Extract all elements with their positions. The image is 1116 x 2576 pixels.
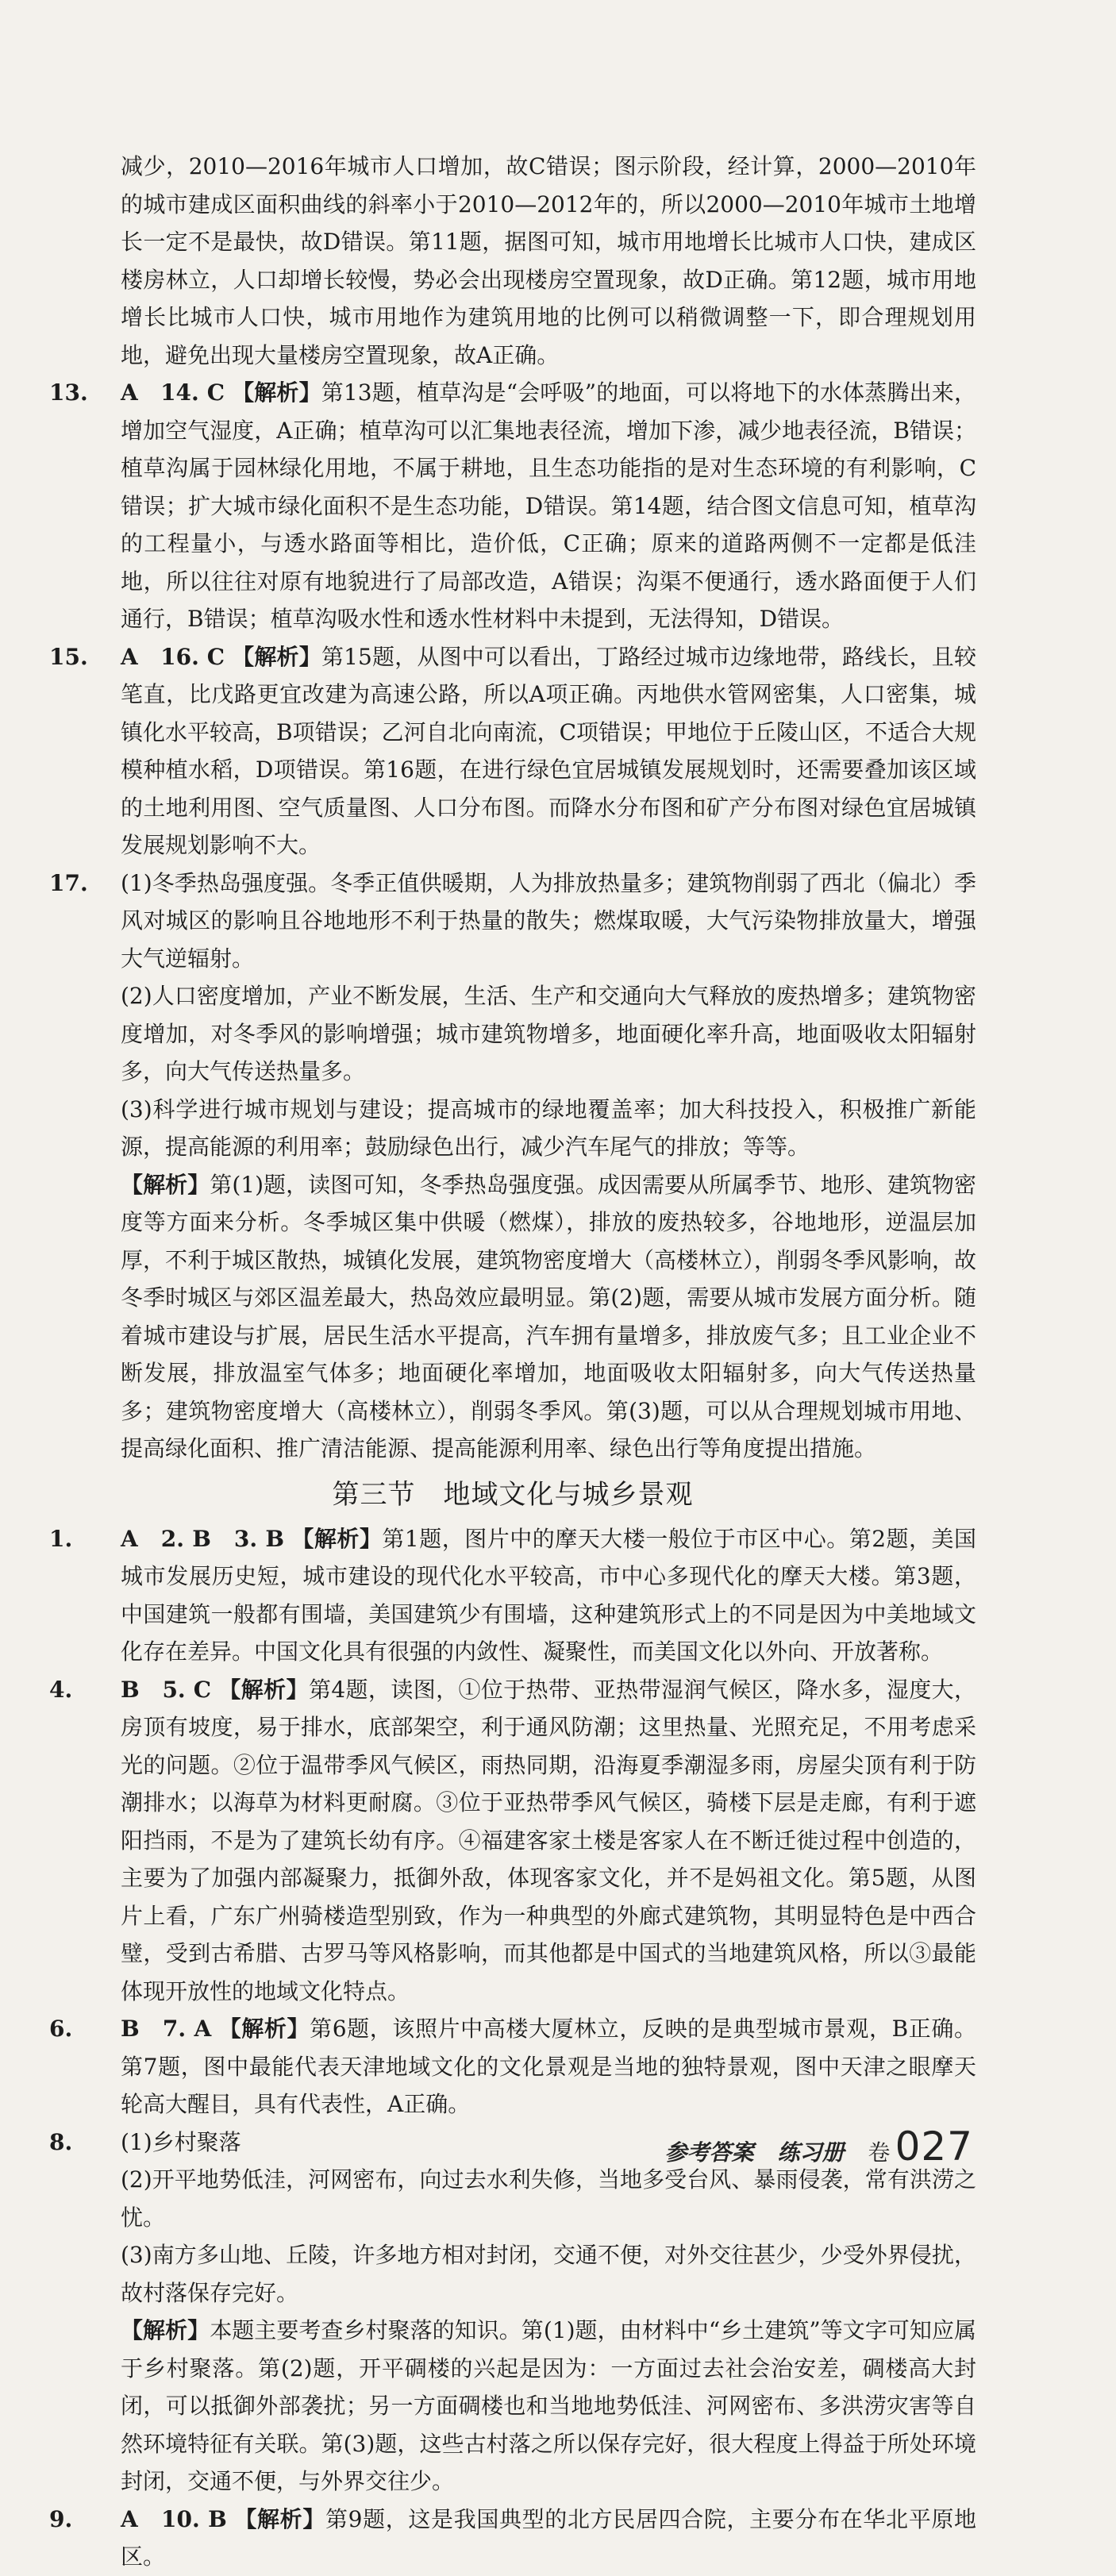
answer-part-3: (3)科学进行城市规划与建设；提高城市的绿地覆盖率；加大科技投入，积极推广新能源，提高能源的利用率；鼓励绿色出行，减少汽车尾气的排放；等等。 — [121, 1095, 976, 1160]
answer-item-9 — [49, 2501, 976, 2576]
answer-key: A 16. C — [121, 643, 225, 670]
answer-part-3: (3)南方多山地、丘陵，许多地方相对封闭，交通不便，对外交往甚少，少受外界侵扰，故村落保存完好。 — [121, 2242, 976, 2306]
answer-item-13 — [49, 374, 976, 638]
answer-item-4 — [49, 1671, 976, 2011]
answer-item-8 — [49, 2124, 976, 2501]
analysis-text: 第1题，图片中的摩天大楼一般位于市区中心。第2题，美国城市发展历史短，城市建设的现代化水平较高，市中心多现代化的摩天大楼。第3题，中国建筑一般都有围墙，美国建筑少有围墙，这种建筑形式上的不同是因为中美地域文化存在差异。中国文化具有很强的内敛性、凝聚性，而美国文化以外向、开放著称。 — [121, 1525, 976, 1665]
answer-item-6 — [49, 2010, 976, 2124]
analysis-text: 第(1)题，读图可知，冬季热岛强度强。成因需要从所属季节、地形、建筑物密度等方面来分析。冬季城区集中供暖（燃煤），排放的废热较多，谷地地形，逆温层加厚，不利于城区散热，城镇化发展，建筑物密度增大（高楼林立），削弱冬季风影响，故冬季时城区与郊区温差最大，热岛效应最明显。第(2)题，需要从城市发展方面分析。随着城市建设与扩展，居民生活水平提高，汽车拥有量增多，排放废气多；且工业企业不断发展，排放温室气体多；地面硬化率增加，地面吸收太阳辐射多，向大气传送热量多；建筑物密度增大（高楼林立），削弱冬季风。第(3)题，可以从合理规划城市用地、提高绿化面积、推广清洁能源、提高能源利用率、绿色出行等角度提出措施。 — [121, 1171, 977, 1461]
item-number: 6. — [49, 2016, 73, 2042]
answer-key: A 10. B — [121, 2505, 227, 2532]
item-number: 13. — [49, 379, 88, 406]
item-number: 17. — [49, 869, 88, 896]
analysis-text: 第15题，从图中可以看出，丁路经过城市边缘地带，路线长，且较笔直，比戊路更宜改建为高速公路，所以A项正确。丙地供水管网密集，人口密集，城镇化水平较高，B项错误；乙河自北向南流，C项错误；甲地位于丘陵山区，不适合大规模种植水稻，D项错误。第16题，在进行绿色宜居城镇发展规划时，还需要叠加该区域的土地利用图、空气质量图、人口分布图。而降水分布图和矿产分布图对绿色宜居城镇发展规划影响不大。 — [121, 643, 977, 858]
section-title: 第三节 地域文化与城乡景观 — [332, 1478, 694, 1511]
analysis-text: 第6题，该照片中高楼大厦林立，反映的是典型城市景观，B正确。第7题，图中最能代表天津地域文化的文化景观是当地的独特景观，图中天津之眼摩天轮高大醒目，具有代表性，A正确。 — [121, 2016, 976, 2117]
analysis-text: 第4题，读图，①位于热带、亚热带湿润气候区，降水多，湿度大，房顶有坡度，易于排水，底部架空，利于通风防潮；这里热量、光照充足，不用考虑采光的问题。②位于温带季风气候区，雨热同期，沿海夏季潮湿多雨，房屋尖顶有利于防潮排水；以海草为材料更耐腐。③位于亚热带季风气候区，骑楼下层是走廊，有利于遮阳挡雨，不是为了建筑长幼有序。④福建客家土楼是客家人在不断迁徙过程中创造的，主要为了加强内部凝聚力，抵御外敌，体现客家文化，并不是妈祖文化。第5题，从图片上看，广东广州骑楼造型别致，作为一种典型的外廊式建筑物，其明显特色是中西合璧，受到古希腊、古罗马等风格影响，而其他都是中国式的当地建筑风格，所以③最能体现开放性的地域文化特点。 — [121, 1676, 976, 2004]
analysis-text: 第9题，这是我国典型的北方民居四合院，主要分布在华北平原地区。 — [121, 2505, 976, 2570]
answer-item-17 — [49, 864, 976, 1468]
footer-book: 练习册 — [777, 2139, 845, 2166]
analysis-tag: 【解析】 — [234, 2505, 325, 2532]
answer-item-1 — [49, 1520, 976, 1671]
footer-volume: 卷 — [868, 2139, 891, 2166]
answer-part-2: (2)开平地势低洼，河网密布，向过去水利失修，当地多受台风、暴雨侵袭，常有洪涝之忧。 — [121, 2166, 976, 2231]
analysis-tag: 【解析】 — [232, 643, 321, 670]
analysis-tag: 【解析】 — [121, 2317, 210, 2343]
analysis-tag: 【解析】 — [121, 1171, 210, 1198]
answer-key: B 7. A — [121, 2016, 212, 2042]
analysis-text: 第13题，植草沟是“会呼吸”的地面，可以将地下的水体蒸腾出来，增加空气湿度，A正确；植草沟可以汇集地表径流，增加下渗，减少地表径流，B错误；植草沟属于园林绿化用地，不属于耕地，且生态功能指的是对生态环境的有利影响，C错误；扩大城市绿化面积不是生态功能，D错误。第14题，结合图文信息可知，植草沟的工程量小，与透水路面等相比，造价低，C正确；原来的道路两侧不一定都是低洼地，所以往往对原有地貌进行了局部改造，A错误；沟渠不便通行，透水路面便于人们通行，B错误；植草沟吸水性和透水性材料中未提到，无法得知，D错误。 — [121, 379, 976, 632]
answer-item-15 — [49, 638, 976, 864]
answer-part-1: (1)冬季热岛强度强。冬季正值供暖期，人为排放热量多；建筑物削弱了西北（偏北）季风对城区的影响且谷地地形不利于热量的散失；燃煤取暖，大气污染物排放量大，增强大气逆辐射。 — [121, 869, 976, 972]
answer-page — [49, 148, 976, 2576]
footer-label: 参考答案 — [664, 2139, 754, 2166]
item-number: 9. — [49, 2505, 73, 2532]
answer-part-2: (2)人口密度增加，产业不断发展，生活、生产和交通向大气释放的废热增多；建筑物密度增加，对冬季风的影响增强；城市建筑物增多，地面硬化率升高，地面吸收太阳辐射多，向大气传送热量多。 — [121, 983, 976, 1084]
analysis-tag: 【解析】 — [232, 379, 321, 406]
analysis-tag: 【解析】 — [291, 1525, 383, 1552]
answer-part-1: (1)乡村聚落 — [121, 2128, 241, 2155]
item-number: 8. — [49, 2128, 73, 2155]
answer-key: A 14. C — [121, 379, 225, 406]
answer-key: B 5. C — [121, 1676, 212, 1703]
analysis-tag: 【解析】 — [218, 2016, 310, 2042]
item-number: 4. — [49, 1676, 73, 1703]
page-number: 027 — [895, 2124, 973, 2170]
item-number: 15. — [49, 643, 88, 670]
continued-paragraph: 减少，2010—2016年城市人口增加，故C错误；图示阶段，经计算，2000—2010年的城市建成区面积曲线的斜率小于2010—2012年的，所以2000—2010年城市土地增长一定不是最快，故D错误。第11题，据图可知，城市用地增长比城市人口快，建成区楼房林立，人口却增长较慢，势必会出现楼房空置现象，故D正确。第12题，城市用地增长比城市人口快，城市用地作为建筑用地的比例可以稍微调整一下，即合理规划用地，避免出现大量楼房空置现象，故A正确。 — [121, 153, 976, 368]
page-footer — [640, 2120, 973, 2170]
item-number: 1. — [49, 1525, 73, 1552]
answer-key: A 2. B 3. B — [121, 1525, 285, 1552]
analysis-tag: 【解析】 — [218, 1676, 309, 1703]
analysis-text: 本题主要考查乡村聚落的知识。第(1)题，由材料中“乡土建筑”等文字可知应属于乡村聚落。第(2)题，开平碉楼的兴起是因为：一方面过去社会治安差，碉楼高大封闭，可以抵御外部袭扰；另一方面碉楼也和当地地势低洼、河网密布、多洪涝灾害等自然环境特征有关联。第(3)题，这些古村落之所以保存完好，很大程度上得益于所处环境封闭，交通不便，与外界交往少。 — [121, 2317, 976, 2494]
